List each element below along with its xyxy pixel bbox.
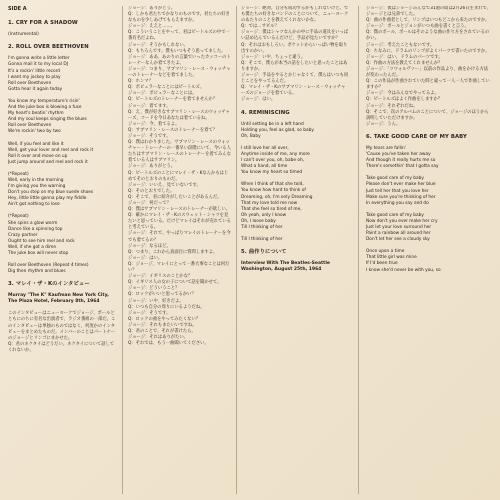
song-lyrics-4 bbox=[241, 122, 349, 244]
lyric-line: Paint a rainbow all around her bbox=[366, 231, 431, 237]
lyric-line: I still love her all over, bbox=[241, 145, 289, 151]
interview-line: Q：しかも君たちでかなりのものです。君たちの好きなものを少しあげてもらえますか。 bbox=[128, 12, 230, 24]
lyric-line: Well, if you feel and like it bbox=[8, 141, 64, 147]
lyric-line: Just tell her that you love her bbox=[366, 188, 429, 194]
lyric-line: Roll over Beethoven bbox=[8, 123, 52, 129]
interview-line: Q：この作品が作曲されていた時と違って一人一人で作曲していますか？ bbox=[366, 79, 490, 91]
lyric-line: Just let your love surround her bbox=[366, 225, 432, 230]
lyric-line: You know my temperature's risin' bbox=[8, 98, 80, 104]
lyric-line: Oh, Baby bbox=[241, 133, 261, 139]
interview-line: Q：ビートルズはよく作曲をしますか？ bbox=[366, 97, 443, 103]
interview-title-2: 5. 曲作りについて bbox=[241, 249, 287, 256]
interview-line: ジョージ：ポピュラーなことには。 bbox=[128, 91, 197, 97]
interview-subtitle-2: Interview With The Beatles-Seattle Washington, August 25th, 1964 bbox=[241, 261, 330, 273]
lyric-line: If I'd been true bbox=[366, 261, 398, 267]
lyric-line: And my soul keeps singing the blues bbox=[8, 117, 87, 123]
interview-line: Q：ジョージ、マレイにとって一番大事なことは何だい？ bbox=[128, 261, 230, 274]
interview-line: ジョージ：手品をやるとかじゃなくて、僕らはいつも同じことをやってるんだ。 bbox=[241, 73, 349, 85]
lyric-line: I can't over you, oh, babe oh, bbox=[241, 158, 305, 164]
lyric-line: I know she'd never be with you, so bbox=[366, 267, 441, 273]
interview-line: ジョージ：今はみんなでやってるよ。 bbox=[366, 91, 439, 97]
interview-line: Q：そこで、僕らが本当の話をしたいと思ったことはありますか。 bbox=[241, 60, 348, 72]
interview-title-1: 3. マレイ・ザ・Kのインタビュー bbox=[8, 281, 90, 288]
interview-line: ジョージ：考えたこともないです。 bbox=[366, 42, 435, 48]
side-label: SIDE A bbox=[8, 6, 27, 12]
interview-line: Q：君のネクタイはどうだい。ネクタイについて話してくれないか。 bbox=[8, 341, 115, 353]
interview-line: ジョージ：「ツウォルヴァー」以前の作品より、曲をかける方法が変わったんだ。 bbox=[366, 66, 489, 79]
lyric-line: That my love told me now bbox=[241, 200, 298, 206]
column-divider bbox=[236, 6, 237, 494]
lyric-line: Gonna mail it to my local DJ bbox=[8, 62, 68, 68]
interview-line: Q：ポピュラーなことにはビートルズ。 bbox=[128, 85, 205, 91]
song-title-4: 4. REMINISCING bbox=[241, 109, 290, 116]
column-4 bbox=[366, 6, 492, 496]
interview-line: Q：ビートルズのことにマレイ・ザ・Kなんかもはじめてそのとおりのものだ。 bbox=[128, 170, 229, 182]
lyric-line: Hey, little little gonna play my fiddle bbox=[8, 196, 87, 202]
interview-line: ジョージ：いや、ちょっと違う。 bbox=[241, 54, 306, 60]
lyric-line: Holding you, feel as glad, so baby bbox=[241, 127, 314, 133]
interview-text-4 bbox=[366, 6, 492, 128]
lyric-line: Well, get your lover and reel and rock it bbox=[8, 147, 94, 153]
interview-line: ジョージ：いいえ、見ていないです。 bbox=[128, 182, 201, 188]
interview-line: ジョージ：それもまたいいですね。 bbox=[128, 322, 197, 328]
lyric-line: Till I thinking of her bbox=[241, 237, 283, 243]
lyric-line: Just jump around and reel and rock it bbox=[8, 159, 88, 165]
lyric-line: (*Repeat) bbox=[8, 171, 29, 177]
lyric-line: Gotta hear it again today bbox=[8, 86, 63, 92]
lyric-line: Till I thinking of her bbox=[241, 225, 283, 230]
column-2 bbox=[128, 6, 231, 496]
interview-line: Q：イギリス人の女の子について話を聞かせて。 bbox=[128, 280, 222, 286]
lyric-line: Once upon a time bbox=[366, 249, 405, 255]
interview-line: Q：もちろんです。僕もいつもそう思ってました。 bbox=[128, 48, 226, 54]
interview-text-1 bbox=[8, 311, 116, 354]
interview-line: ジョージ：はい。 bbox=[241, 97, 276, 103]
lyric-line: My tears are fallin' bbox=[366, 145, 406, 151]
interview-line: ジョージ：僕はジョージみんなで31週の間は2月26日生まれで、ジョージとは兄弟でした。 bbox=[366, 6, 491, 18]
interview-line: Q：サブマリン・レースのトレーナーを着て？ bbox=[128, 127, 218, 133]
interview-line: Q：え、僕が好きなサブマリン・レースのウォッチャーズ、コードを今日あなたは着ているね。 bbox=[128, 109, 230, 121]
lyric-line: I'm giving you the warning bbox=[8, 184, 66, 190]
lyric-line: Well, if she got a dime bbox=[8, 244, 56, 250]
lyric-line: Dance like a spinning top bbox=[8, 226, 63, 232]
lyric-line: Don't let her see a cloudy sky bbox=[366, 237, 430, 243]
lyric-line: Anytime inside of me, any more bbox=[241, 151, 310, 157]
interview-subtitle-1: Murray "The K" Kaufman New York City, The Plaza Hotel, February 8th, 1964 bbox=[8, 293, 109, 305]
lyric-line: There's somethin' that I gotta say bbox=[366, 164, 439, 170]
lyric-line: Please don't ever make her blue bbox=[366, 182, 436, 188]
lyric-line: Crazy partner bbox=[8, 232, 38, 238]
interview-text-2 bbox=[128, 6, 231, 347]
interview-line: Q：そのとおりでした。 bbox=[128, 188, 175, 194]
interview-line: ジョージ：はい。 bbox=[128, 255, 163, 261]
interview-line: Q：そこで、次のアルバムのことについて、ジョージのほうから説明していただけますか。 bbox=[366, 109, 489, 121]
song-lyrics-2 bbox=[8, 56, 116, 275]
interview-line: ジョージ：ありがとう。 bbox=[128, 164, 176, 170]
interview-line: Q：マレイ・ザ・Kのサブマリン・レース・ウォッチャーズのジョージを着ている。 bbox=[241, 85, 346, 97]
lyric-line: Well, early in the morning bbox=[8, 177, 64, 183]
lyric-line: The juke box will never stop bbox=[8, 251, 69, 256]
lyric-line: Roll it over and move on up bbox=[8, 153, 68, 159]
lyric-line: Take good care of my baby bbox=[366, 176, 424, 182]
lyric-line: Oh, I loose baby bbox=[241, 218, 276, 224]
interview-line: Q：君のことで、それが書けたら。 bbox=[128, 328, 196, 334]
lyric-line: Roll over Beethoven (Repeat 4 times) bbox=[8, 263, 89, 269]
lyric-line: Don't you step on my blue suede shoes bbox=[8, 190, 94, 196]
interview-line: Q：では…サビル？ bbox=[241, 24, 279, 30]
interview-line: ジョージ：今、着てるよ。 bbox=[128, 121, 180, 127]
interview-line: ジョージ：ああ、あのりの言葉でいったカッコーのトレーナーなんか着てきたよ。 bbox=[128, 54, 231, 66]
interview-line: ジョージ：絶対。自分も成功するかもしれないけど。でも僕たちの好きなバンドのことについて、ニューヨークのあたりのことを教えてくれないかな。 bbox=[241, 6, 349, 24]
interview-line: Q：ロックの曲をやってみたくない？ bbox=[128, 316, 201, 322]
lyric-line: Now don't you ever make her cry bbox=[366, 218, 438, 224]
interview-line: Q：ちなみに、ドラムのリンゴがよくパーツで書いたのですか。 bbox=[366, 48, 490, 54]
song-title-6: 6. TAKE GOOD CARE OF MY BABY bbox=[366, 133, 467, 140]
interview-line: Q：僕のポール、ポールはそのような曲の作り方をされているのかい。 bbox=[366, 30, 490, 42]
interview-line: Q：つまり、これから真面目に質問しますよ。 bbox=[128, 249, 218, 255]
column-divider bbox=[358, 6, 359, 494]
lyric-line: Dreaming, oh, I'm only Dreaming bbox=[241, 194, 313, 200]
interview-line: ジョージ：なるほど。 bbox=[128, 243, 171, 249]
lyric-line: She spins a glow worm bbox=[8, 220, 58, 226]
interview-line: Q：僕はサブマリン・レースのトレーナーが欲しい。 bbox=[128, 207, 230, 213]
interview-line: ジョージ：そうかもしれない。 bbox=[128, 42, 188, 48]
lyric-line: We're rockin' two by two bbox=[8, 129, 61, 135]
interview-line: ジョージ：ええと……。 bbox=[128, 24, 176, 30]
lyric-line: And though it really hurts me so bbox=[366, 158, 436, 164]
lyric-line: And the juke box is blowing a fuse bbox=[8, 105, 82, 111]
interview-line: ジョージ：つまり、サブマリン・レース・ウォッチャーのトレーナーなどを着てました。 bbox=[128, 66, 231, 79]
interview-line: ジョージ：着てます。 bbox=[128, 103, 171, 109]
interview-line: ジョージ：イギリスのことかな？ bbox=[128, 274, 193, 280]
song-title-1: 1. CRY FOR A SHADOW bbox=[8, 20, 78, 27]
lyric-line: 'Cause you've taken her away bbox=[366, 152, 431, 158]
interview-line: ジョージ：ポールとジョンがいつも曲を書くと言う。 bbox=[366, 24, 469, 30]
lyric-line: I want my jockey to play bbox=[8, 74, 61, 80]
lyric-line: Roll over Beethoven bbox=[8, 80, 52, 86]
lyric-line: Ought to see him reel and rock bbox=[8, 238, 75, 244]
interview-line: Q：それはおもしろい。ポケットからいっぱい物を取り出すのかい。 bbox=[241, 42, 348, 54]
lyric-line: In everything you say and do bbox=[366, 200, 429, 206]
interview-line: ジョージ：うん。 bbox=[366, 121, 401, 127]
interview-line: ジョージ：いや、好きだよ。 bbox=[128, 298, 184, 304]
lyric-line: That little girl was mine bbox=[366, 255, 417, 261]
interview-line: Q：僕はわかりました。サブマリン・レースのウォッチャー・トレーナーの一番早い段階にいて、今いる人たちはサブマリン・レースのトレーナーを着てみんな着ている人はサブマリン。 bbox=[128, 140, 231, 164]
lyric-line: Make sure you're thinking of her bbox=[366, 194, 436, 200]
song-lyrics-6 bbox=[366, 146, 492, 274]
lyric-line: Take good care of my baby bbox=[366, 212, 424, 218]
interview-line: ジョージ：どういうこと？ bbox=[128, 286, 180, 292]
lyric-line: Oh yeah, only I know bbox=[241, 212, 287, 218]
column-3 bbox=[241, 6, 349, 496]
interview-line: ジョージ：それぞれだね。 bbox=[366, 103, 418, 109]
interview-line: Q：いつも自分の周りにいるようだね。 bbox=[128, 304, 205, 310]
interview-line: ジョージ：はい、ドラムのパーツです。 bbox=[366, 54, 443, 60]
song-note-1: (Instrumental) bbox=[8, 32, 39, 38]
song-title-2: 2. ROLL OVER BEETHOVEN bbox=[8, 44, 89, 51]
interview-line: このインタビューはニューヨークでジョージ、ポールとともにのちに有名な出演者で、ラジオ番組の一部だ。このインタビューは単独のものではなく、何度かのインタビューをまとめたものだ。メンバーのことはパートナーのジョージとリンゴにまかせた。 bbox=[8, 311, 116, 341]
lyric-line: What a hand, all time bbox=[241, 164, 288, 170]
lyric-line: Dig then rhythm and blues bbox=[8, 269, 66, 275]
lyric-line: It's a rockin' little record bbox=[8, 68, 61, 74]
interview-line: Q：作曲の方法を教えてくれませんか？ bbox=[366, 60, 443, 66]
lyric-line: Ain't got nothing to lose bbox=[8, 202, 60, 208]
lyric-line: When I think of that she told, bbox=[241, 182, 304, 188]
lyric-line: I'm gonna write a little letter bbox=[8, 56, 70, 62]
interview-line: ジョージ：僕はシャツなんかの中に手品の道具をいっぱい詰め込んでいるんだけど、手品が見たいですか？ bbox=[241, 30, 349, 42]
lyric-line: (*Repeat) bbox=[8, 214, 29, 220]
interview-line: Q：それでは、もう一曲聞いてください。 bbox=[128, 341, 209, 347]
column-1 bbox=[8, 6, 116, 496]
interview-line: ジョージ：何だって？ bbox=[128, 201, 171, 206]
interview-line: Q：ビートルズのトレーナーを着てませんか？ bbox=[128, 97, 218, 103]
interview-line: Q：曲の作曲者として、リンゴはいつもどこから来たのですか。 bbox=[366, 18, 490, 24]
interview-text-3 bbox=[241, 6, 349, 104]
interview-line: ジョージ：そうです。 bbox=[128, 310, 171, 316]
interview-line: Q：そこで、君に紹介がしたいことがあるんだ。 bbox=[128, 194, 222, 200]
interview-line: ジョージ：そうです。 bbox=[128, 133, 171, 139]
lyric-line: My heart's beatin' rhythm bbox=[8, 111, 64, 117]
interview-line: ジョージ：それはありがたい。 bbox=[128, 335, 188, 341]
interview-line: Q：こういうことをやって、君はビートルズの中で一番有名だよね。 bbox=[128, 30, 230, 42]
interview-line: ジョージ：ありがとう。 bbox=[128, 6, 176, 11]
lyric-line: You know how hard to think of bbox=[241, 188, 306, 194]
interview-line: Q：ホンマ？ bbox=[128, 79, 153, 85]
column-divider bbox=[122, 6, 123, 494]
lyric-line: You know my heart so timed bbox=[241, 170, 303, 176]
lyric-line: Until setting be in a left hand bbox=[241, 121, 304, 127]
interview-line: ジョージ：それで、やっぱりマレイのトレーナーを今でも着てるの？ bbox=[128, 231, 231, 243]
lyric-line: That she feel so tired of me, bbox=[241, 206, 302, 212]
interview-line: Q：確かにマレイ・ザ・Kのスウェット・シャツを見たいと思っている。だけどマレイはそれが売れていると考えている。 bbox=[128, 213, 231, 231]
interview-line: Q：ロックがいいと思ってるかい？ bbox=[128, 292, 196, 298]
